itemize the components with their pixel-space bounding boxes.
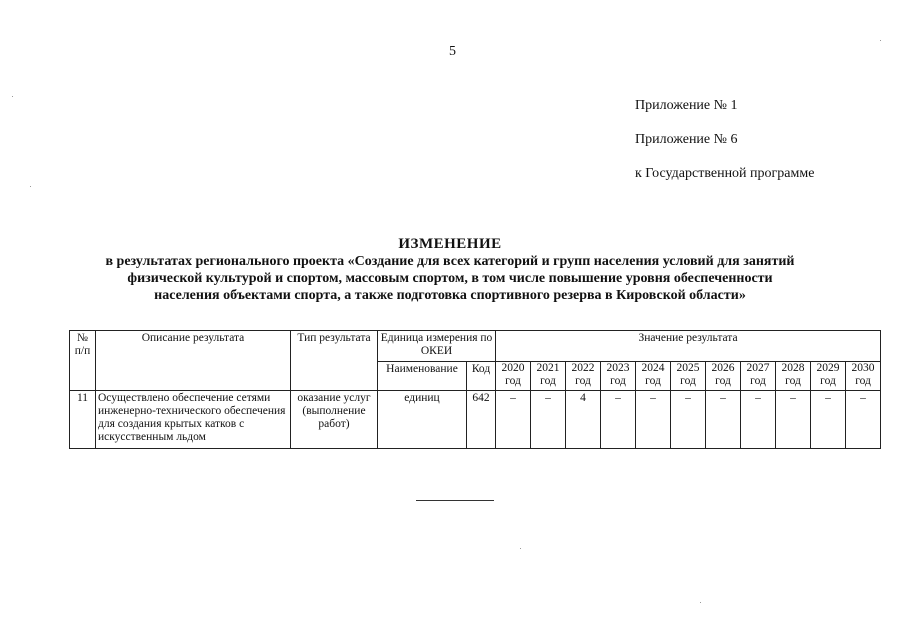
closing-rule [416, 500, 494, 501]
scan-speck [700, 602, 701, 603]
title-line-1: в результатах регионального проекта «Создание для всех категорий и групп населения условий для занятий [105, 254, 795, 269]
header-type: Тип результата [291, 331, 378, 391]
header-year: 2021 год [531, 362, 566, 391]
annex-line-2: Приложение № 6 [635, 132, 738, 147]
header-year: 2029 год [811, 362, 846, 391]
scan-speck [520, 548, 521, 549]
document-title [60, 236, 840, 304]
header-unit: Единица измерения по ОКЕИ [378, 331, 496, 362]
row-num: 11 [70, 391, 96, 449]
row-value: – [601, 391, 636, 449]
row-value: – [706, 391, 741, 449]
header-year: 2022 год [566, 362, 601, 391]
results-table [69, 330, 881, 449]
header-value: Значение результата [496, 331, 881, 362]
row-value: – [741, 391, 776, 449]
header-year: 2023 год [601, 362, 636, 391]
table-row [70, 391, 881, 449]
header-year: 2026 год [706, 362, 741, 391]
header-year: 2030 год [846, 362, 881, 391]
header-year: 2027 год [741, 362, 776, 391]
row-value: – [811, 391, 846, 449]
row-type: оказание услуг (выполнение работ) [291, 391, 378, 449]
page-number: 5 [449, 44, 456, 59]
header-year: 2020 год [496, 362, 531, 391]
scan-speck [30, 186, 31, 187]
header-year: 2025 год [671, 362, 706, 391]
row-value: – [776, 391, 811, 449]
row-value: – [671, 391, 706, 449]
title-line-3: населения объектами спорта, а также подготовка спортивного резерва в Кировской области» [154, 288, 746, 303]
row-description: Осуществлено обеспечение сетями инженерно-технического обеспечения для создания крытых катков с искусственным льдом [96, 391, 291, 449]
row-unit-code: 642 [467, 391, 496, 449]
row-value: – [496, 391, 531, 449]
row-value: – [636, 391, 671, 449]
header-year: 2024 год [636, 362, 671, 391]
header-unit-code: Код [467, 362, 496, 391]
scan-speck [880, 40, 881, 41]
annex-line-1: Приложение № 1 [635, 98, 738, 113]
header-year: 2028 год [776, 362, 811, 391]
header-unit-name: Наименование [378, 362, 467, 391]
title-line-2: физической культурой и спортом, массовым спортом, в том числе повышение уровня обеспеченности [127, 271, 773, 286]
row-value: – [531, 391, 566, 449]
row-value: – [846, 391, 881, 449]
scan-speck [12, 96, 13, 97]
row-value: 4 [566, 391, 601, 449]
header-description: Описание результата [96, 331, 291, 391]
title-heading: ИЗМЕНЕНИЕ [398, 236, 502, 252]
annex-line-3: к Государственной программе [635, 166, 815, 181]
row-unit-name: единиц [378, 391, 467, 449]
header-num: № п/п [70, 331, 96, 391]
